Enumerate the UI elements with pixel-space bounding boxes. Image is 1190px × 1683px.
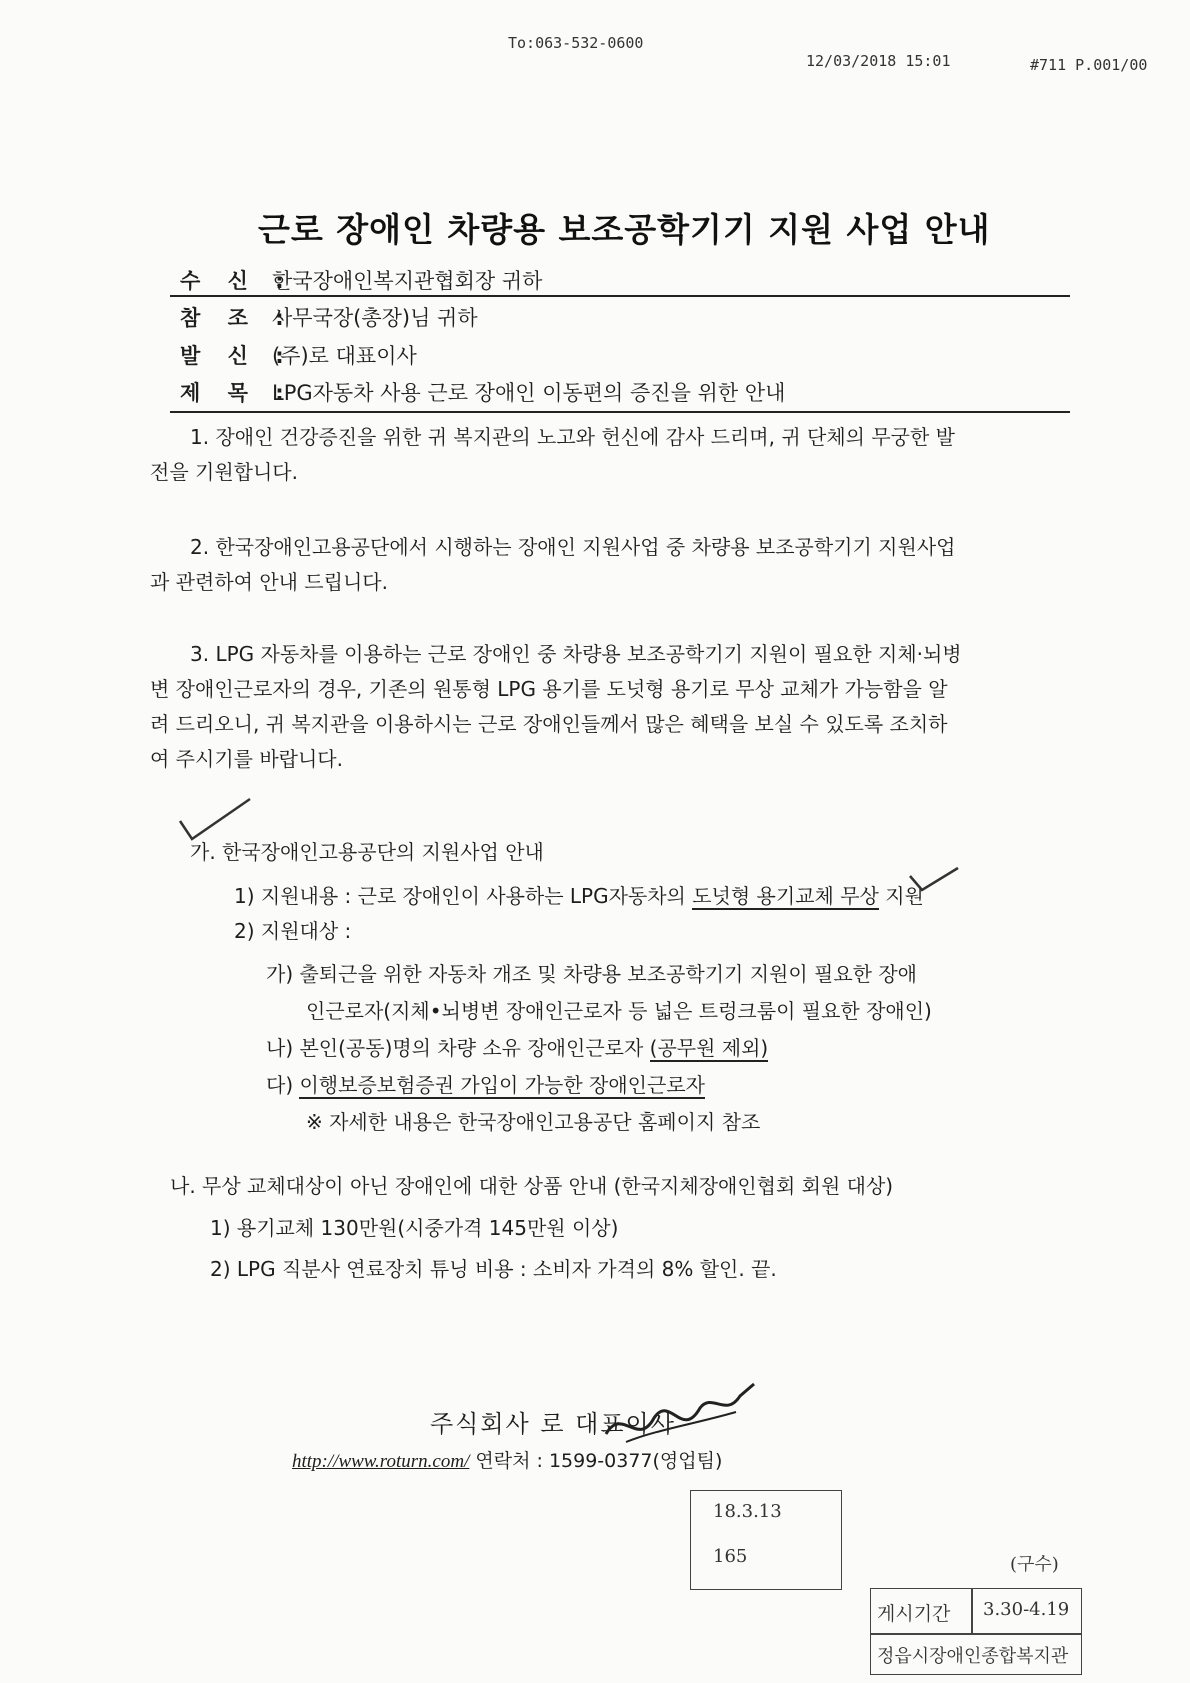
paragraph-2-line-1: 2. 한국장애인고용공단에서 시행하는 장애인 지원사업 중 차량용 보조공학기기 지원사업: [190, 535, 956, 559]
paragraph-1-line-1: 1. 장애인 건강증진을 위한 귀 복지관의 노고와 헌신에 감사 드리며, 귀 단체의 무궁한 발: [190, 425, 955, 449]
sender-value: (주)로 대표이사: [272, 344, 417, 368]
posting-period-value: 3.30-4.19: [983, 1599, 1070, 1620]
contact-number: 연락처 : 1599-0377(영업팀): [469, 1450, 723, 1472]
target-ga-line-1: 가) 출퇴근을 위한 자동차 개조 및 차량용 보조공학기기 지원이 필요한 장애: [266, 962, 917, 986]
receipt-number: 165: [713, 1546, 748, 1567]
fax-header: [0, 34, 1190, 74]
header-rule-bottom: [170, 411, 1070, 413]
header-rule-top: [170, 295, 1070, 297]
reference-note: ※ 자세한 내용은 한국장애인고용공단 홈페이지 참조: [306, 1110, 761, 1134]
section-ga-heading: 가. 한국장애인고용공단의 지원사업 안내: [190, 840, 544, 864]
target-da-item: [266, 1069, 705, 1098]
reference-value: 사무국장(총장)님 귀하: [272, 306, 478, 330]
paragraph-3-line-4: 여 주시기를 바랍니다.: [150, 747, 343, 771]
support-content-item: [234, 880, 924, 909]
fax-datetime: 12/03/2018 15:01: [806, 52, 951, 70]
target-na-underlined: (공무원 제외): [649, 1036, 769, 1060]
subject-row: [180, 377, 1060, 407]
receipt-date: 18.3.13: [713, 1501, 782, 1522]
target-da-prefix: 다): [266, 1073, 300, 1097]
handwritten-note: (구수): [1010, 1554, 1059, 1575]
company-signature: 주식회사 로 대표이사: [430, 1410, 676, 1438]
fax-recipient-number: To:063-532-0600: [508, 34, 644, 52]
recipient-value: 한국장애인복지관협회장 귀하: [272, 269, 543, 293]
paragraph-2-line-2: 과 관련하여 안내 드립니다.: [150, 570, 388, 594]
receipt-stamp: [690, 1490, 842, 1590]
document-title: 근로 장애인 차량용 보조공학기기 지원 사업 안내: [258, 210, 991, 249]
paragraph-3: [150, 637, 1070, 777]
paragraph-1-line-2: 전을 기원합니다.: [150, 460, 298, 484]
sender-row: [180, 340, 1060, 370]
product-item-2: 2) LPG 직분사 연료장치 튜닝 비용 : 소비자 가격의 8% 할인. 끝.: [210, 1257, 777, 1281]
support-target-item: 2) 지원대상 :: [234, 919, 352, 943]
paragraph-1: [150, 420, 1070, 490]
target-na-item: [266, 1032, 768, 1061]
support-content-suffix: 지원: [878, 884, 924, 908]
recipient-key: 수 신 :: [180, 269, 294, 293]
sender-key: 발 신 :: [180, 344, 294, 368]
paragraph-2: [150, 530, 1070, 600]
reference-row: [180, 302, 1060, 332]
target-na-prefix: 나) 본인(공동)명의 차량 소유 장애인근로자: [266, 1036, 650, 1060]
organization-stamp: [870, 1633, 1082, 1675]
paragraph-3-line-3: 려 드리오니, 귀 복지관을 이용하시는 근로 장애인들께서 많은 혜택을 보실 수 있도록 조치하: [150, 712, 948, 736]
organization-name: 정읍시장애인종합복지관: [877, 1646, 1069, 1667]
stamp-divider: [971, 1589, 973, 1634]
fax-page-number: #711 P.001/00: [1030, 56, 1148, 74]
posting-period-label: 게시기간: [877, 1603, 951, 1625]
contact-line: [292, 1446, 722, 1473]
support-content-prefix: 1) 지원내용 : 근로 장애인이 사용하는 LPG자동차의: [234, 884, 693, 908]
subject-key: 제 목 :: [180, 381, 294, 405]
recipient-row: [180, 265, 1060, 295]
paragraph-3-line-2: 변 장애인근로자의 경우, 기존의 원통형 LPG 용기를 도넛형 용기로 무상 교체가 가능함을 알: [150, 677, 948, 701]
section-na-heading: 나. 무상 교체대상이 아닌 장애인에 대한 상품 안내 (한국지체장애인협회 회원 대상): [170, 1174, 894, 1198]
reference-key: 참 조 :: [180, 306, 294, 330]
posting-period-stamp: [870, 1588, 1082, 1635]
company-website-link[interactable]: http://www.roturn.com/: [292, 1451, 470, 1472]
subject-value: LPG자동차 사용 근로 장애인 이동편의 증진을 위한 안내: [272, 381, 786, 405]
target-da-underlined: 이행보증보험증권 가입이 가능한 장애인근로자: [299, 1073, 705, 1097]
support-content-underlined: 도넛형 용기교체 무상: [692, 884, 879, 908]
product-item-1: 1) 용기교체 130만원(시중가격 145만원 이상): [210, 1216, 619, 1240]
paragraph-3-line-1: 3. LPG 자동차를 이용하는 근로 장애인 중 차량용 보조공학기기 지원이 필요한 지체·뇌병: [190, 642, 962, 666]
target-ga-line-2: 인근로자(지체•뇌병변 장애인근로자 등 넓은 트렁크룸이 필요한 장애인): [306, 999, 932, 1023]
check-mark-icon: [908, 866, 960, 894]
